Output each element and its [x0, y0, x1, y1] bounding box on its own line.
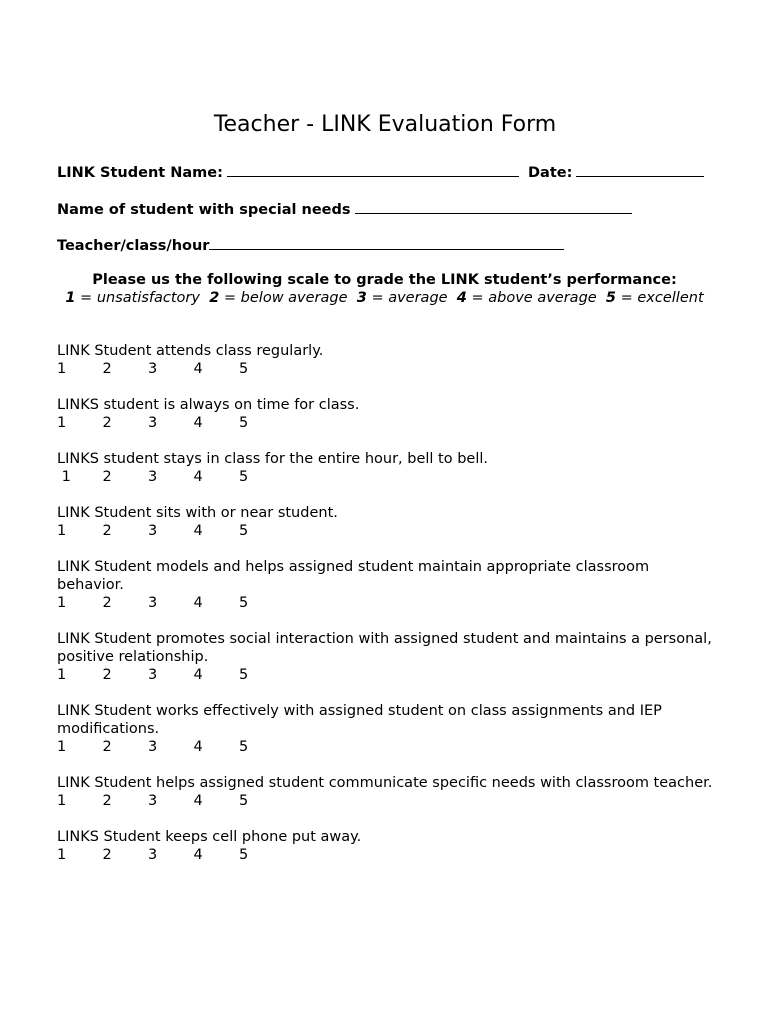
special-needs-field[interactable]: [355, 199, 632, 214]
rating-option[interactable]: 3: [148, 595, 158, 611]
rating-option[interactable]: 1: [57, 667, 67, 683]
rating-option[interactable]: 4: [193, 415, 203, 431]
rating-option[interactable]: 2: [102, 667, 112, 683]
item-statement: LINK Student helps assigned student communicate specific needs with classroom teacher.: [57, 775, 713, 791]
link-student-name-field[interactable]: [227, 162, 519, 177]
rating-options: [57, 738, 717, 756]
evaluation-item: [57, 828, 717, 864]
rating-option[interactable]: 4: [193, 595, 203, 611]
rating-options: [57, 414, 717, 432]
evaluation-item: [57, 558, 717, 612]
scale-level-text: = excellent: [616, 290, 704, 306]
rating-option[interactable]: 5: [239, 793, 249, 809]
rating-option[interactable]: 5: [239, 415, 249, 431]
rating-option[interactable]: 3: [148, 523, 158, 539]
rating-options: [57, 792, 717, 810]
scale-level-number: 1: [65, 290, 76, 306]
teacher-class-hour-field[interactable]: [209, 235, 564, 250]
rating-option[interactable]: 1: [57, 739, 67, 755]
scale-level-text: = unsatisfactory: [75, 290, 210, 306]
scale-level-number: 2: [209, 290, 220, 306]
item-statement: LINKS Student keeps cell phone put away.: [57, 829, 362, 845]
item-statement: LINK Student works effectively with assigned student on class assignments and IEP modifications.: [57, 703, 662, 737]
rating-option[interactable]: 3: [148, 361, 158, 377]
evaluation-item: [57, 504, 717, 540]
rating-options: [57, 360, 717, 378]
rating-option[interactable]: 3: [148, 739, 158, 755]
rating-option[interactable]: 4: [193, 361, 203, 377]
rating-option[interactable]: 4: [193, 793, 203, 809]
rating-option[interactable]: 3: [148, 415, 158, 431]
rating-option[interactable]: 3: [148, 667, 158, 683]
rating-option[interactable]: 2: [102, 469, 112, 485]
rating-option[interactable]: 1: [57, 415, 67, 431]
date-field[interactable]: [576, 162, 704, 177]
special-needs-row: [57, 199, 632, 219]
rating-option[interactable]: 1: [57, 847, 67, 863]
evaluation-item: [57, 774, 717, 810]
grading-scale: [57, 271, 712, 307]
evaluation-item: [57, 702, 717, 756]
rating-option[interactable]: 5: [239, 847, 249, 863]
rating-option[interactable]: 5: [239, 667, 249, 683]
rating-option[interactable]: 4: [193, 847, 203, 863]
rating-options: [57, 522, 717, 540]
scale-level-number: 5: [605, 290, 617, 306]
scale-heading: Please us the following scale to grade the LINK student’s performance:: [92, 272, 677, 288]
rating-option[interactable]: 5: [239, 361, 249, 377]
rating-option[interactable]: 2: [102, 793, 112, 809]
rating-options: [57, 666, 717, 684]
item-statement: LINKS student is always on time for class.: [57, 397, 360, 413]
rating-option[interactable]: 2: [102, 595, 112, 611]
rating-option[interactable]: 5: [239, 739, 249, 755]
rating-option[interactable]: 1: [57, 595, 67, 611]
evaluation-item: [57, 630, 717, 684]
evaluation-items: [57, 342, 717, 882]
rating-option[interactable]: 4: [193, 523, 203, 539]
evaluation-item: [57, 342, 717, 378]
link-student-name-row: [57, 162, 704, 182]
teacher-class-hour-row: [57, 235, 564, 255]
item-statement: LINK Student promotes social interaction with assigned student and maintains a personal, positive relationship.: [57, 631, 712, 665]
rating-option[interactable]: 1: [57, 523, 67, 539]
rating-option[interactable]: 2: [102, 739, 112, 755]
scale-level-text: = below average: [219, 290, 357, 306]
item-statement: LINK Student models and helps assigned student maintain appropriate classroom behavior.: [57, 559, 650, 593]
scale-level-text: = average: [366, 290, 457, 306]
rating-options: [57, 594, 717, 612]
rating-option[interactable]: 2: [102, 847, 112, 863]
scale-level-number: 4: [456, 290, 467, 306]
scale-level-text: = above average: [466, 290, 606, 306]
rating-option[interactable]: 2: [102, 361, 112, 377]
rating-option[interactable]: 4: [193, 469, 203, 485]
rating-option[interactable]: 5: [239, 595, 249, 611]
rating-option[interactable]: 4: [193, 739, 203, 755]
scale-level-number: 3: [356, 290, 367, 306]
rating-option[interactable]: 1: [57, 469, 71, 485]
item-statement: LINK Student attends class regularly.: [57, 343, 324, 359]
rating-option[interactable]: 5: [239, 523, 249, 539]
date-label: Date:: [528, 165, 573, 181]
item-statement: LINK Student sits with or near student.: [57, 505, 338, 521]
rating-option[interactable]: 1: [57, 793, 67, 809]
special-needs-label: Name of student with special needs: [57, 202, 351, 218]
form-title: Teacher - LINK Evaluation Form: [213, 112, 557, 137]
rating-option[interactable]: 3: [148, 847, 158, 863]
rating-option[interactable]: 3: [148, 469, 158, 485]
teacher-class-hour-label: Teacher/class/hour: [57, 238, 210, 254]
item-statement: LINKS student stays in class for the entire hour, bell to bell.: [57, 451, 488, 467]
evaluation-item: [57, 396, 717, 432]
rating-option[interactable]: 1: [57, 361, 67, 377]
rating-options: [57, 468, 717, 486]
link-student-name-label: LINK Student Name:: [57, 165, 223, 181]
rating-option[interactable]: 5: [239, 469, 249, 485]
rating-option[interactable]: 2: [102, 415, 112, 431]
rating-option[interactable]: 3: [148, 793, 158, 809]
rating-option[interactable]: 4: [193, 667, 203, 683]
scale-legend: [57, 289, 712, 307]
evaluation-item: [57, 450, 717, 486]
rating-options: [57, 846, 717, 864]
rating-option[interactable]: 2: [102, 523, 112, 539]
